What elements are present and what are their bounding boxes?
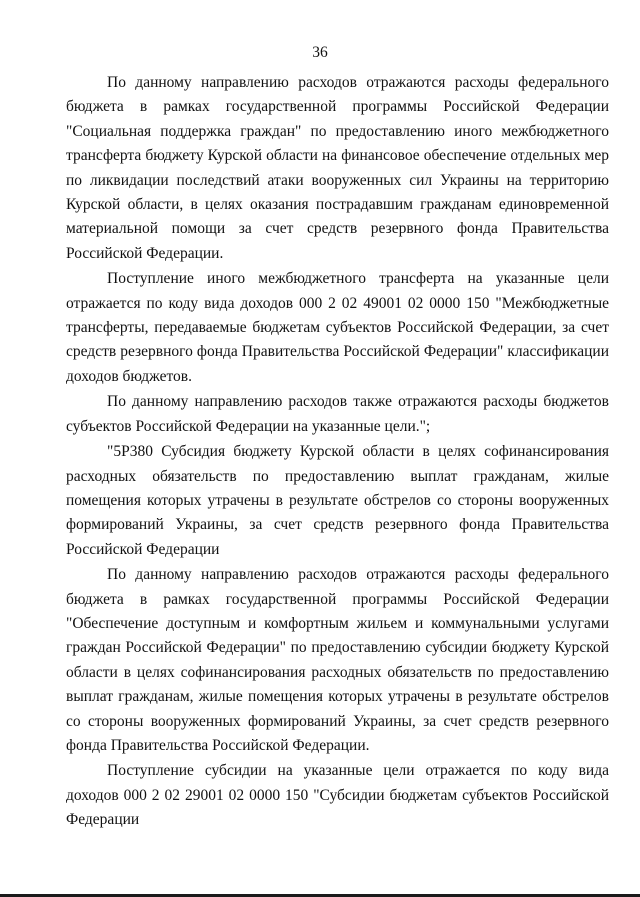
paragraph-expenses-housing-subsidy: По данному направлению расходов отражаются расходы федерального бюджета в рамках государственной программы Российской Федерации "Обеспечение доступным и комфортным жильем и коммунальными услугами граждан Российской Федерации" по предоставлению субсидии бюджету Курской области в целях софинансирования расходных обязательств по предоставлению выплат гражданам, жилые помещения которых утрачены в результате обстрелов со стороны вооруженных формирований Украины, за счет средств резервного фонда Правительства Российской Федерации. — [66, 566, 609, 754]
paragraph-5p380-subsidy-heading: "5Р380 Субсидия бюджету Курской области в целях софинансирования расходных обязательств по предоставлению выплат гражданам, жилые помещения которых утрачены в результате обстрелов со стороны вооруженных формирований Украины, за счет средств резервного фонда Правительства Российской Федерации — [66, 443, 609, 558]
paragraph-subsidy-income-code: Поступление субсидии на указанные цели отражается по коду вида доходов 000 2 02 29001 02 0000 150 "Субсидии бюджетам субъектов Российской Федерации — [66, 762, 609, 829]
paragraph-regional-expenses: По данному направлению расходов также отражаются расходы бюджетов субъектов Российской Федерации на указанные цели."; — [66, 393, 609, 435]
paragraph-expenses-federal-transfer: По данному направлению расходов отражаются расходы федерального бюджета в рамках государственной программы Российской Федерации "Социальная поддержка граждан" по предоставлению иного межбюджетного трансферта бюджету Курской области на финансовое обеспечение отдельных мер по ликвидации последствий атаки вооруженных сил Украины на территорию Курской области, в целях оказания пострадавшим гражданам единовременной материальной помощи за счет средств резервного фонда Правительства Российской Федерации. — [66, 74, 609, 262]
document-body — [66, 71, 609, 833]
paragraph-transfer-income-code: Поступление иного межбюджетного трансферта на указанные цели отражается по коду вида доходов 000 2 02 49001 02 0000 150 "Межбюджетные трансферты, передаваемые бюджетам субъектов Российской Федерации, за счет средств резервного фонда Правительства Российской Федерации" классификации доходов бюджетов. — [66, 270, 609, 385]
page-number: 36 — [312, 44, 328, 61]
